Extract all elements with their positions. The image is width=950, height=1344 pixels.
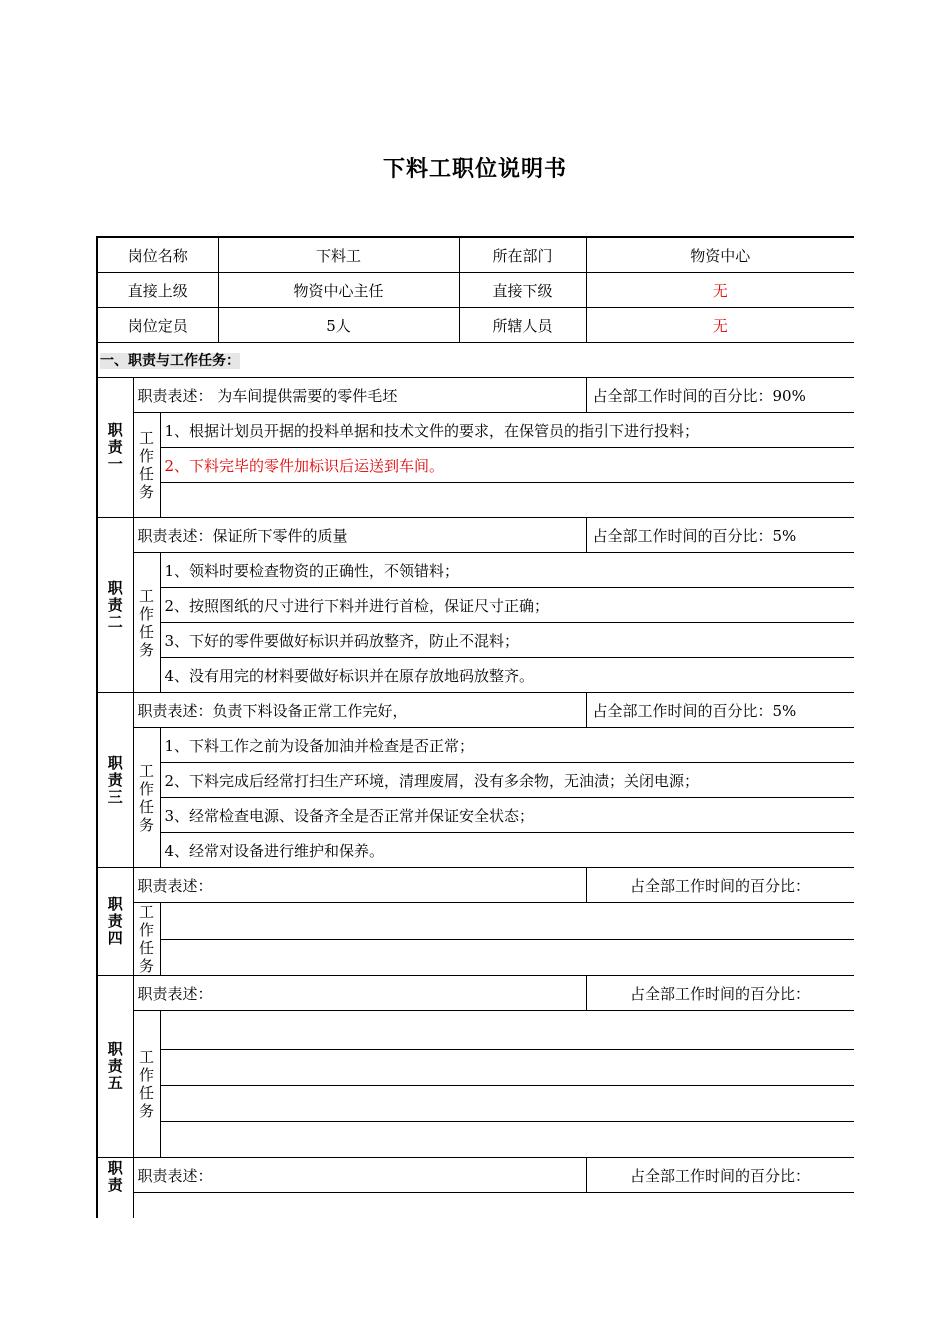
duty-1-task-2: 2、下料完毕的零件加标识后运送到车间。 <box>160 448 854 483</box>
duty-4-task-2 <box>160 939 854 976</box>
label-headcount: 岗位定员 <box>97 308 218 343</box>
duty-3-task-4: 4、经常对设备进行维护和保养。 <box>160 833 854 868</box>
duty-5-task-row <box>97 1011 854 1050</box>
info-row-1 <box>97 237 854 273</box>
duty-5-task-row <box>97 1122 854 1158</box>
duty-5-task-3 <box>160 1086 854 1122</box>
label-managed-staff: 所辖人员 <box>459 308 586 343</box>
duty-4-task-label: 工 作 任 务 <box>133 903 160 976</box>
duty-2-label: 职 责 二 <box>97 518 133 693</box>
duty-5-pct: 占全部工作时间的百分比： <box>586 976 854 1011</box>
duty-3-desc-row <box>97 693 854 728</box>
duty-1-task-row <box>97 413 854 448</box>
job-table <box>96 236 854 1218</box>
duty-2-task-row <box>97 588 854 623</box>
duty-2-task-3: 3、下好的零件要做好标识并码放整齐，防止不混料； <box>160 623 854 658</box>
section-header <box>97 343 854 378</box>
page-title: 下料工职位说明书 <box>382 157 567 182</box>
value-subordinate: 无 <box>586 273 854 308</box>
duty-2-pct: 占全部工作时间的百分比：5% <box>586 518 854 553</box>
duty-3-task-row <box>97 763 854 798</box>
duty-2-task-2: 2、按照图纸的尺寸进行下料并进行首检，保证尺寸正确； <box>160 588 854 623</box>
duty-6-continuation <box>133 1193 854 1219</box>
duty-5-task-2 <box>160 1050 854 1086</box>
duty-1-desc-row <box>97 378 854 413</box>
duty-6-label: 职 责 <box>97 1158 133 1219</box>
info-row-2 <box>97 273 854 308</box>
value-managed-staff: 无 <box>586 308 854 343</box>
duty-5-task-1 <box>160 1011 854 1050</box>
duty-4-pct: 占全部工作时间的百分比： <box>586 868 854 903</box>
duty-1-task-row <box>97 448 854 483</box>
duty-1-desc: 职责表述： 为车间提供需要的零件毛坯 <box>133 378 586 413</box>
duty-2-task-row <box>97 623 854 658</box>
value-superior: 物资中心主任 <box>218 273 459 308</box>
value-department: 物资中心 <box>586 237 854 273</box>
duty-3-desc: 职责表述：负责下料设备正常工作完好， <box>133 693 586 728</box>
duty-2-task-label: 工 作 任 务 <box>133 553 160 693</box>
value-headcount: 5人 <box>218 308 459 343</box>
duty-2-task-row <box>97 553 854 588</box>
duty-3-task-1: 1、下料工作之前为设备加油并检查是否正常； <box>160 728 854 763</box>
duty-3-task-2: 2、下料完成后经常打扫生产环境，清理废屑，没有多余物，无油渍；关闭电源； <box>160 763 854 798</box>
duty-3-task-row <box>97 728 854 763</box>
duty-2-desc: 职责表述：保证所下零件的质量 <box>133 518 586 553</box>
duty-5-label: 职 责 五 <box>97 976 133 1158</box>
duty-4-task-1 <box>160 903 854 940</box>
duty-4-desc-row <box>97 868 854 903</box>
duty-2-task-4: 4、没有用完的材料要做好标识并在原存放地码放整齐。 <box>160 658 854 693</box>
duty-6-desc-row <box>97 1158 854 1193</box>
duty-4-label: 职 责 四 <box>97 868 133 976</box>
label-superior: 直接上级 <box>97 273 218 308</box>
duty-1-label: 职 责 一 <box>97 378 133 518</box>
duty-1-pct: 占全部工作时间的百分比：90% <box>586 378 854 413</box>
duty-3-task-row <box>97 833 854 868</box>
duty-5-task-4 <box>160 1122 854 1158</box>
info-row-3 <box>97 308 854 343</box>
duty-4-desc: 职责表述： <box>133 868 586 903</box>
duty-2-task-1: 1、领料时要检查物资的正确性，不领错料； <box>160 553 854 588</box>
duty-6-desc: 职责表述： <box>133 1158 586 1193</box>
duty-5-desc: 职责表述： <box>133 976 586 1011</box>
duty-2-task-row <box>97 658 854 693</box>
duty-1-task-3 <box>160 483 854 518</box>
duty-3-pct: 占全部工作时间的百分比：5% <box>586 693 854 728</box>
job-description-form <box>96 236 854 1218</box>
label-post-name: 岗位名称 <box>97 237 218 273</box>
duty-3-task-3: 3、经常检查电源、设备齐全是否正常并保证安全状态； <box>160 798 854 833</box>
duty-5-task-row <box>97 1050 854 1086</box>
duty-1-task-row <box>97 483 854 518</box>
duty-2-desc-row <box>97 518 854 553</box>
duty-3-task-label: 工 作 任 务 <box>133 728 160 868</box>
duty-1-task-label: 工 作 任 务 <box>133 413 160 518</box>
section-title: 一、职责与工作任务： <box>100 353 240 369</box>
duty-6-pct: 占全部工作时间的百分比： <box>586 1158 854 1193</box>
label-subordinate: 直接下级 <box>459 273 586 308</box>
value-post-name: 下料工 <box>218 237 459 273</box>
duty-1-task-1: 1、根据计划员开据的投料单据和技术文件的要求，在保管员的指引下进行投料； <box>160 413 854 448</box>
duty-6-continuation-row <box>97 1193 854 1219</box>
duty-4-task-row <box>97 939 854 976</box>
duty-5-task-label: 工 作 任 务 <box>133 1011 160 1158</box>
duty-4-task-row <box>97 903 854 940</box>
duty-3-task-row <box>97 798 854 833</box>
duty-3-label: 职 责 三 <box>97 693 133 868</box>
duty-5-desc-row <box>97 976 854 1011</box>
label-department: 所在部门 <box>459 237 586 273</box>
duty-5-task-row <box>97 1086 854 1122</box>
